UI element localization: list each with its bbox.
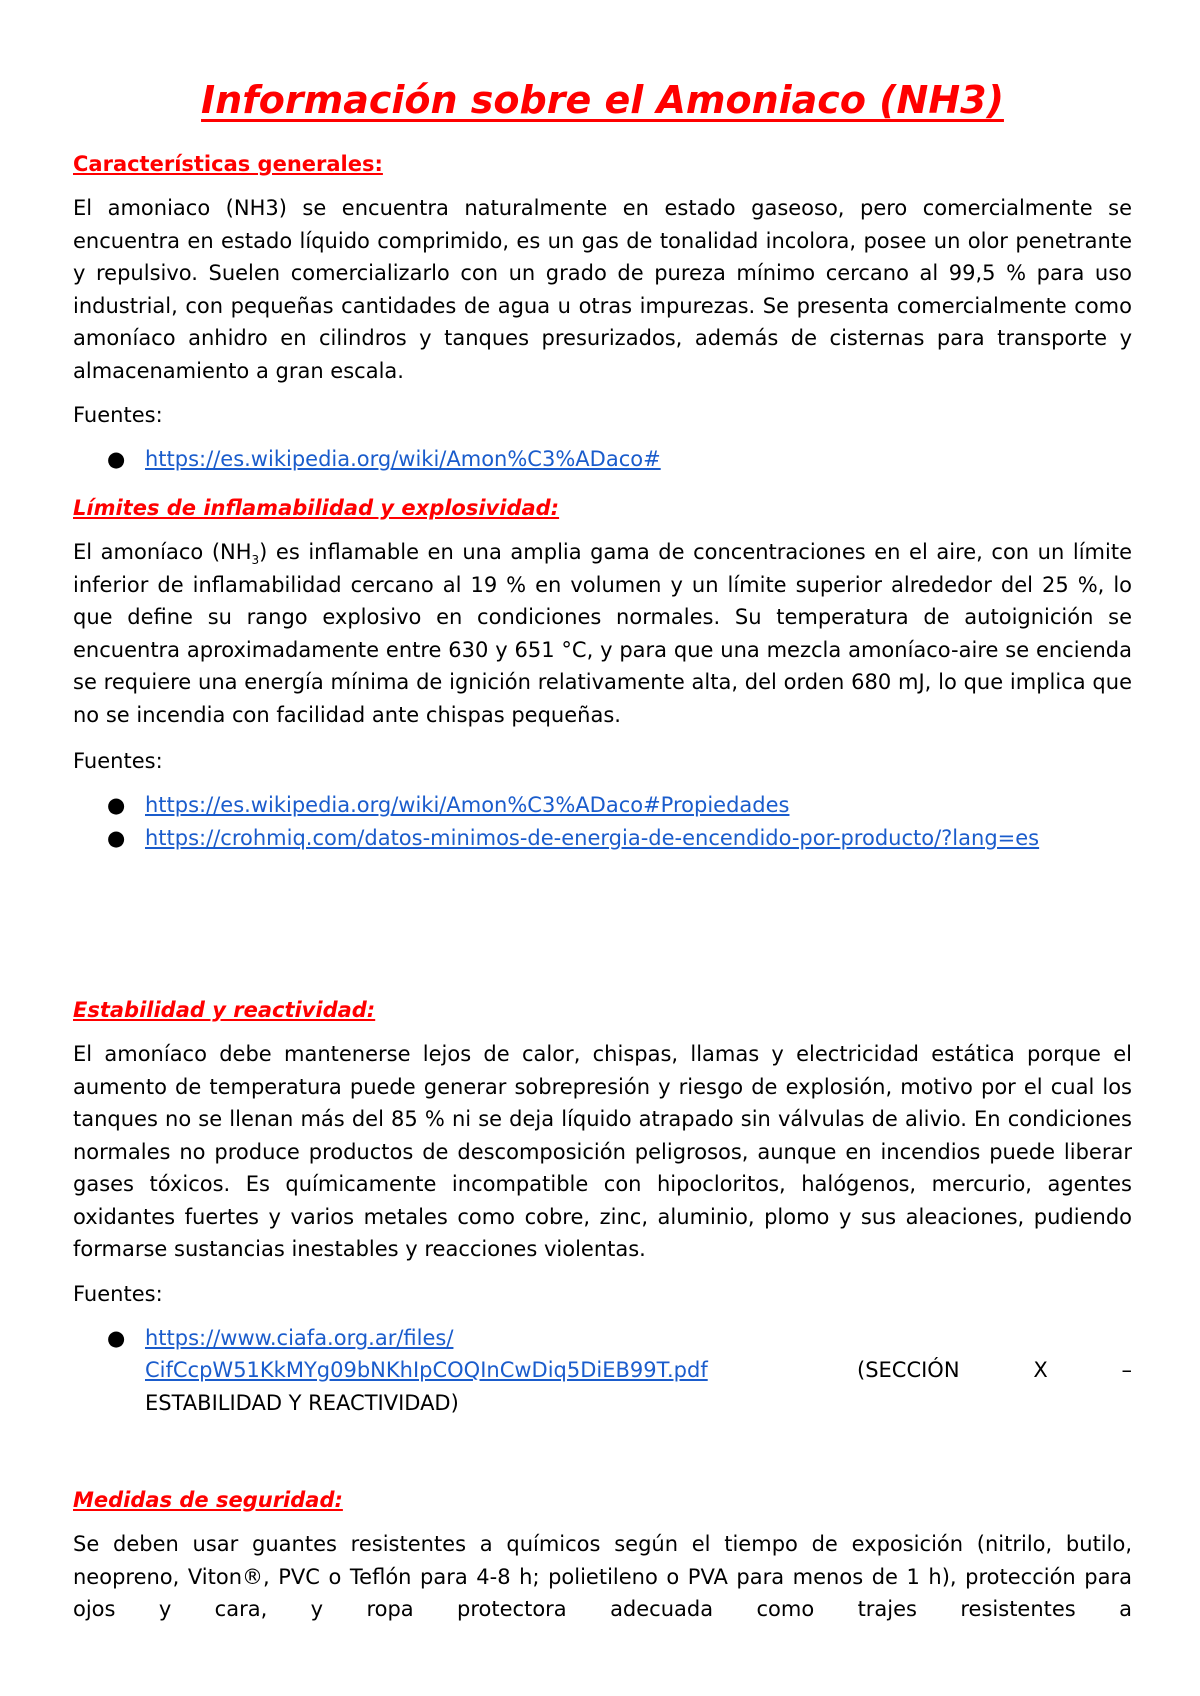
section-paragraph-general: El amoniaco (NH3) se encuentra naturalmente en estado gaseoso, pero comercialmente se encuentra en estado líquido comprimido, es un gas de tonalidad incolora, posee un olor penetrante y repulsivo. Suelen comercializarlo con un grado de pureza mínimo cercano al 99,5 % para uso industrial, con pequeñas cantidades de agua u otras impurezas. Se presenta comercialmente como amoníaco anhidro en cilindros y tanques presurizados, además de cisternas para transporte y almacenamiento a gran escala. bbox=[73, 196, 1132, 383]
section-paragraph-stability: El amoníaco debe mantenerse lejos de calor, chispas, llamas y electricidad estática porque el aumento de temperatura puede generar sobrepresión y riesgo de explosión, motivo por el cual los tanques no se llenan más del 85 % ni se deja líquido atrapado sin válvulas de alivio. En condiciones normales no produce productos de descomposición peligrosos, aunque en incendios puede liberar gases tóxicos. Es químicamente incompatible con hipocloritos, halógenos, mercurio, agentes oxidantes fuertes y varios metales como cobre, zinc, aluminio, plomo y sus aleaciones, pudiendo formarse sustancias inestables y reacciones violentas. bbox=[73, 1042, 1132, 1261]
bullet-icon: ● bbox=[107, 793, 126, 817]
subscript-text: 3 bbox=[251, 553, 260, 568]
bullet-icon: ● bbox=[107, 1325, 126, 1350]
source-item bbox=[73, 1322, 1132, 1420]
section-heading-safety: Medidas de seguridad: bbox=[73, 1488, 343, 1512]
section-heading-flammability: Límites de inflamabilidad y explosividad: bbox=[73, 496, 560, 520]
sources-list bbox=[73, 789, 1132, 854]
source-note-text: ESTABILIDAD Y REACTIVIDAD) bbox=[145, 1390, 459, 1415]
source-item bbox=[73, 443, 1132, 476]
section-heading-general: Características generales: bbox=[73, 152, 383, 176]
source-note-row bbox=[145, 1354, 1132, 1387]
source-note bbox=[857, 1354, 1132, 1387]
section-safety bbox=[73, 1484, 1132, 1626]
bullet-icon: ● bbox=[107, 825, 126, 850]
section-stability bbox=[73, 994, 1132, 1419]
source-item bbox=[73, 822, 1132, 855]
section-flammability bbox=[73, 492, 1132, 854]
sources-label: Fuentes: bbox=[73, 749, 163, 773]
source-link[interactable]: CifCcpW51KkMYg09bNKhIpCOQInCwDiq5DiEB99T.pdf bbox=[145, 1358, 708, 1382]
section-paragraph-safety: Se deben usar guantes resistentes a químicos según el tiempo de exposición (nitrilo, butilo, neopreno, Viton®, PVC o Teflón para 4-8 h; polietileno o PVA para menos de 1 h), protección para ojos y cara, y ropa protectora adecuada como trajes resistentes a bbox=[73, 1532, 1132, 1621]
source-item bbox=[73, 789, 1132, 822]
sources-label: Fuentes: bbox=[73, 403, 163, 427]
source-note-text: – bbox=[1121, 1358, 1132, 1382]
source-note-text: (SECCIÓN bbox=[857, 1358, 960, 1382]
source-link[interactable]: https://es.wikipedia.org/wiki/Amon%C3%ADaco# bbox=[145, 447, 661, 471]
source-link[interactable]: https://www.ciafa.org.ar/files/ bbox=[145, 1325, 454, 1350]
source-note-text: X bbox=[1033, 1358, 1048, 1382]
paragraph-text: ) es inflamable en una amplia gama de concentraciones en el aire, con un límite inferior de inflamabilidad cercano al 19 % en volumen y un límite superior alrededor del 25 %, lo que define su rango explosivo en condiciones normales. Su temperatura de autoignición se encuentra aproximadamente entre 630 y 651 °C, y para que una mezcla amoníaco-aire se encienda se requiere una energía mínima de ignición relativamente alta, del orden 680 mJ, lo que implica que no se incendia con facilidad ante chispas pequeñas. bbox=[73, 540, 1132, 727]
section-paragraph-flammability bbox=[73, 536, 1132, 731]
section-general bbox=[73, 148, 1132, 476]
source-link[interactable]: https://crohmiq.com/datos-minimos-de-energia-de-encendido-por-producto/?lang=es bbox=[145, 825, 1040, 850]
section-heading-stability: Estabilidad y reactividad: bbox=[73, 998, 376, 1022]
paragraph-text: El amoníaco (NH bbox=[73, 540, 252, 564]
bullet-icon: ● bbox=[107, 447, 126, 471]
page-title: Información sobre el Amoniaco (NH3) bbox=[201, 78, 1004, 122]
sources-label: Fuentes: bbox=[73, 1281, 163, 1306]
sources-list bbox=[73, 443, 1132, 476]
source-link[interactable]: https://es.wikipedia.org/wiki/Amon%C3%ADaco#Propiedades bbox=[145, 793, 790, 817]
sources-list bbox=[73, 1322, 1132, 1420]
